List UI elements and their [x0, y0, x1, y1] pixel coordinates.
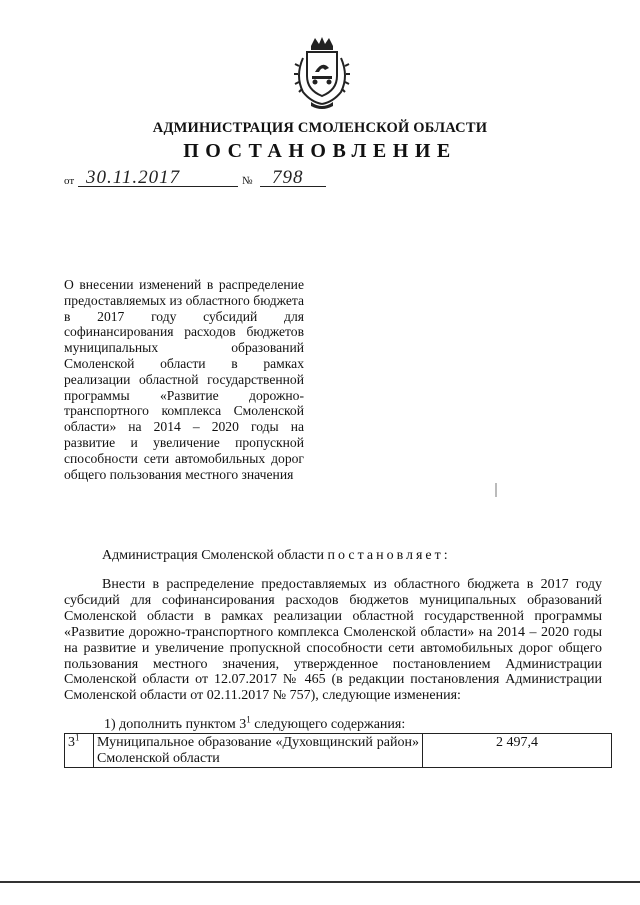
document-type: ПОСТАНОВЛЕНИЕ — [183, 140, 457, 162]
subsidy-table — [64, 733, 612, 768]
decree-line — [102, 548, 451, 564]
decree-verb: постановляет: — [327, 548, 451, 563]
document-subject: О внесении изменений в распределение предоставляемых из областного бюджета в 2017 году субсидий для софинансирования расходов бюджетов муниципальных образований Смоленской области в рамках реализации областной государственной программы «Развитие дорожно-транспортного комплекса Смоленской области» на 2014 – 2020 годы на развитие и увеличение пропускной способности сети автомобильных дорог общего пользования местного значения — [64, 277, 304, 482]
item-superscript: 1 — [246, 714, 251, 725]
amount-cell: 2 497,4 — [423, 734, 612, 768]
handwritten-date: 30.11.2017 — [86, 167, 181, 188]
handwritten-number: 798 — [272, 167, 304, 188]
page-bottom-rule — [0, 881, 640, 883]
body-text — [64, 577, 602, 704]
body-paragraph: Внести в распределение предоставляемых из областного бюджета в 2017 году субсидий для софинансирования расходов бюджетов муниципальных образований Смоленской области в рамках реализации областной государственной программы «Развитие дорожно-транспортного комплекса Смоленской области» на 2014 – 2020 годы на развитие и увеличение пропускной способности сети автомобильных дорог общего пользования местного значения, утвержденное постановлением Администрации Смоленской области от 12.07.2017 № 465 (в редакции постановления Администрации Смоленской области от 02.11.2017 № 757), следующие изменения: — [64, 577, 602, 704]
organization-title: АДМИНИСТРАЦИЯ СМОЛЕНСКОЙ ОБЛАСТИ — [152, 120, 488, 136]
row-number-cell: $3^1$ — [65, 734, 94, 768]
table-row — [65, 734, 612, 768]
row-number-superscript: 1 — [75, 732, 80, 743]
item-text-tail: следующего содержания: — [250, 717, 406, 732]
decree-lead: Администрация Смоленской области — [102, 548, 325, 563]
number-label: № — [242, 175, 253, 187]
date-label: от — [64, 175, 75, 187]
coat-of-arms-icon — [289, 36, 355, 112]
municipality-cell: Муниципальное образование «Духовщинский район» Смоленской области — [94, 734, 423, 768]
item-text: 1) дополнить пунктом 3 — [104, 717, 247, 732]
scan-mark — [495, 483, 497, 497]
list-item-1 — [104, 714, 406, 733]
